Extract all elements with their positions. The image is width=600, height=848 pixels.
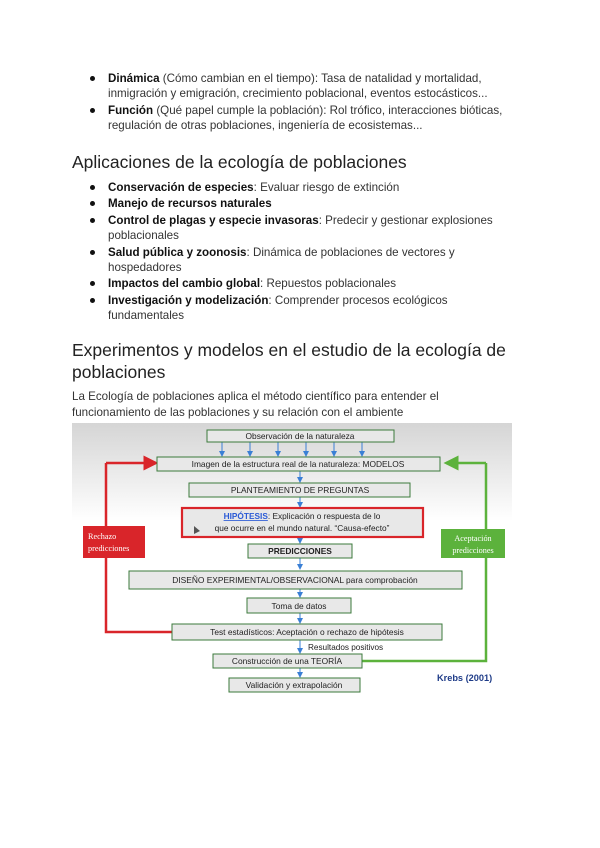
list-item-text: : Evaluar riesgo de extinción [253, 181, 400, 194]
rejection-line1: Rechazo [88, 532, 117, 541]
list-item-term: Impactos del cambio global [108, 277, 261, 291]
rejection-line2: predicciones [88, 544, 130, 553]
theory-label: Construcción de una TEORÍA [231, 656, 343, 666]
bullet-icon [90, 218, 95, 223]
list-item [86, 196, 526, 211]
positive-results-label: Resultados positivos [308, 643, 384, 652]
observation-label: Observación de la naturaleza [245, 431, 355, 441]
acceptance-line2: predicciones [452, 546, 494, 555]
bullet-icon [90, 201, 95, 206]
list-item [86, 293, 526, 324]
list-item [86, 276, 526, 291]
list-item-text: (Qué papel cumple la población): Rol trófico, interacciones bióticas, regulación de otras poblaciones, ingeniería de ecosistemas... [108, 103, 503, 133]
source-credit: Krebs (2001) [437, 673, 493, 683]
attributes-list [86, 71, 526, 135]
data-collection-label: Toma de datos [271, 601, 327, 611]
list-item [86, 71, 526, 102]
scientific-method-diagram [72, 423, 512, 703]
section-heading-experimentos: Experimentos y modelos en el estudio de la ecología de poblaciones [72, 340, 506, 382]
list-item-text: : Repuestos poblacionales [260, 277, 397, 291]
list-item-term: Salud pública y zoonosis [108, 245, 247, 259]
list-item-text: : Predecir y gestionar explosiones poblacionales [108, 213, 493, 243]
list-item-term: Función [108, 103, 154, 117]
hypothesis-line2: que ocurre en el mundo natural. “Causa-efecto” [214, 523, 390, 533]
questions-label: PLANTEAMIENTO DE PREGUNTAS [230, 485, 370, 495]
list-item [86, 103, 526, 134]
bullet-icon [90, 298, 95, 303]
list-item-text: : Comprender procesos ecológicos fundamentales [108, 293, 448, 323]
bullet-icon [90, 250, 95, 255]
bullet-icon [90, 108, 95, 113]
hypothesis-line1 [224, 510, 381, 521]
bullet-icon [90, 76, 95, 81]
design-label: DISEÑO EXPERIMENTAL/OBSERVACIONAL para comprobación [172, 575, 418, 585]
bullet-icon [90, 185, 95, 190]
list-item-term: Manejo de recursos naturales [108, 197, 272, 211]
list-item-text: (Cómo cambian en el tiempo): Tasa de natalidad y mortalidad, inmigración y emigración, crecimiento poblacional, eventos estocásticos... [108, 72, 488, 101]
list-item-term: Conservación de especies [108, 181, 254, 194]
list-item [86, 180, 526, 195]
list-item-term: Dinámica [108, 72, 160, 85]
bullet-icon [90, 281, 95, 286]
list-item-text: : Dinámica de poblaciones de vectores y hospedadores [108, 245, 455, 275]
applications-list [86, 180, 526, 325]
hypothesis-text: : Explicación o respuesta de lo [267, 511, 381, 521]
hypothesis-term: HIPÓTESIS [223, 511, 268, 521]
section-heading-aplicaciones: Aplicaciones de la ecología de poblaciones [72, 152, 407, 172]
rejection-box [83, 526, 145, 558]
statistics-label: Test estadísticos: Aceptación o rechazo de hipótesis [210, 627, 404, 637]
list-item [86, 213, 526, 244]
list-item-term: Investigación y modelización [108, 293, 269, 307]
predictions-label: PREDICCIONES [268, 546, 332, 556]
models-label: Imagen de la estructura real de la naturaleza: MODELOS [191, 459, 405, 469]
validation-label: Validación y extrapolación [245, 680, 343, 690]
acceptance-line1: Aceptación [454, 534, 492, 543]
intro-paragraph: La Ecología de poblaciones aplica el método científico para entender el funcionamiento de las poblaciones y su relación con el ambiente [72, 390, 439, 419]
list-item-term: Control de plagas y especie invasoras [108, 213, 319, 227]
list-item [86, 245, 526, 276]
